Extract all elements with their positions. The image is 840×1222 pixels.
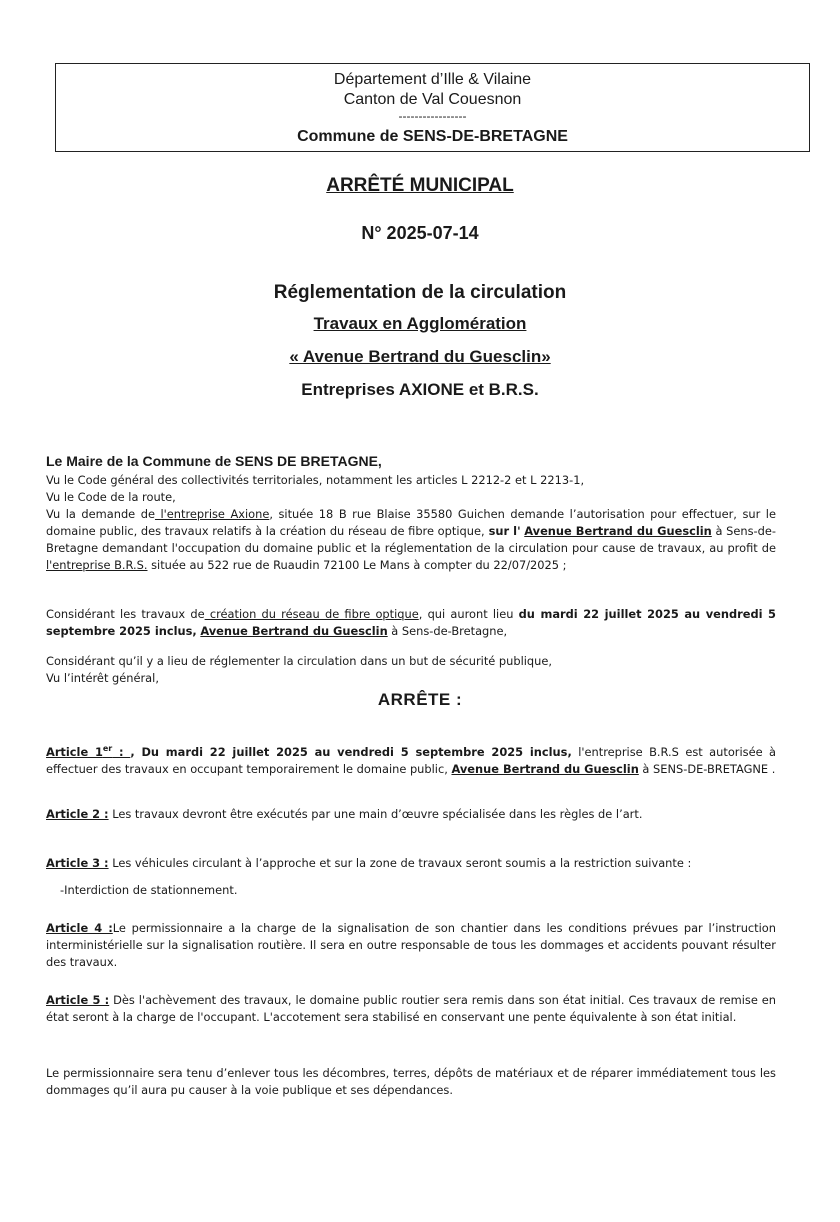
article-4: Article 4 :Le permissionnaire a la charge de la signalisation de son chantier dans les conditions prévues par l’instruction interministérielle sur la signalisation routière. Il sera en outre responsable de tous les dommages et accidents pouvant résulter des travaux.: [46, 921, 777, 969]
arrete-heading: ARRÊTE :: [377, 690, 463, 709]
article-3: Article 3 : Les véhicules circulant à l’approche et sur la zone de travaux seront soumis a la restriction suivante :: [46, 856, 692, 870]
subject-line-1: Travaux en Agglomération: [313, 314, 527, 333]
considerant-travaux: Considérant les travaux de création du réseau de fibre optique, qui auront lieu du mardi 22 juillet 2025 au vendredi 5 septembre 2025 inclus, Avenue Bertrand du Guesclin à Sens-de-Bretagne,: [46, 607, 776, 638]
article-2-label: Article 2 :: [46, 807, 109, 821]
vu-code-route: Vu le Code de la route,: [46, 490, 176, 504]
arrete-title: ARRÊTÉ MUNICIPAL: [326, 175, 514, 196]
department-line: Département d’Ille & Vilaine: [333, 71, 532, 88]
header-box: [55, 63, 810, 152]
vu-cgct: Vu le Code général des collectivités territoriales, notamment les articles L 2212-2 et L 2213-1,: [46, 473, 585, 487]
subject-line-3: Entreprises AXIONE et B.R.S.: [301, 380, 539, 399]
article-1: Article 1er : , Du mardi 22 juillet 2025 au vendredi 5 septembre 2025 inclus, l'entreprise B.R.S est autorisée à effectuer des travaux en occupant temporairement le domaine public, Avenue Bertrand du Guesclin à SENS-DE-BRETAGNE .: [46, 744, 776, 776]
article-1-label: Article 1er :: [46, 744, 131, 759]
vu-demande: Vu la demande de l'entreprise Axione, située 18 B rue Blaise 35580 Guichen demande l’autorisation pour effectuer, sur le domaine public, des travaux relatifs à la création du réseau de fibre optique, sur l' Avenue Bertrand du Guesclin à Sens-de-Bretagne demandant l'occupation du domaine public et la réglementation de la circulation pour cause de travaux, au profit de l'entreprise B.R.S. située au 522 rue de Ruaudin 72100 Le Mans à compter du 22/07/2025 ;: [46, 507, 776, 572]
canton-line: Canton de Val Couesnon: [343, 91, 522, 108]
article-5-label: Article 5 :: [46, 993, 110, 1007]
considerant-securite: Considérant qu’il y a lieu de réglementer la circulation dans un but de sécurité publique, Vu l’intérêt général,: [46, 653, 776, 687]
header-separator: -----------------: [398, 109, 467, 123]
article-2: Article 2 : Les travaux devront être exécutés par une main d’œuvre spécialisée dans les règles de l’art.: [46, 807, 643, 821]
commune-line: Commune de SENS-DE-BRETAGNE: [297, 128, 568, 145]
final-paragraph: Le permissionnaire sera tenu d’enlever tous les décombres, terres, dépôts de matériaux et de réparer immédiatement tous les dommages qu’il aura pu causer à la voie publique et ses dépendances.: [46, 1066, 776, 1097]
article-3-item: -Interdiction de stationnement.: [60, 883, 238, 897]
maire-heading: Le Maire de la Commune de SENS DE BRETAGNE,: [46, 453, 382, 469]
arrete-number: N° 2025-07-14: [361, 223, 479, 243]
subject-title: Réglementation de la circulation: [273, 282, 567, 303]
vu-block: [46, 472, 776, 574]
article-4-label: Article 4 :: [46, 921, 113, 935]
vu-interet-general: Vu l’intérêt général,: [46, 671, 159, 685]
article-5: Article 5 : Dès l'achèvement des travaux, le domaine public routier sera remis dans son état initial. Ces travaux de remise en état seront à la charge de l'occupant. L'accotement sera stabilisé en conservant une pente équivalente à son état initial.: [46, 993, 776, 1024]
article-3-label: Article 3 :: [46, 856, 109, 870]
subject-line-2: « Avenue Bertrand du Guesclin»: [289, 347, 551, 366]
